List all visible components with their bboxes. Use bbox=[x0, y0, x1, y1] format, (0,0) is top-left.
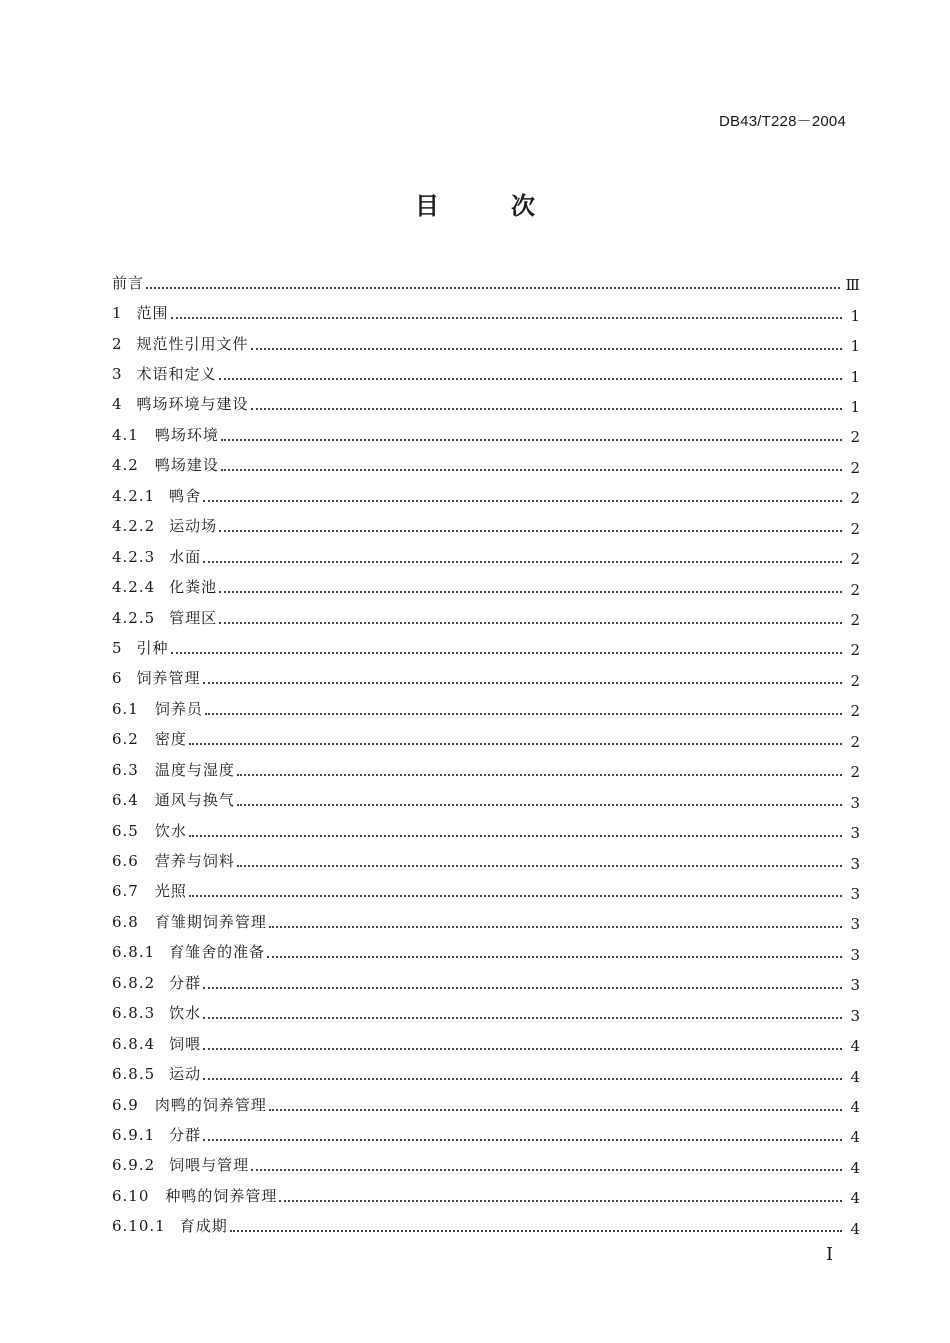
toc-entry-page: 3 bbox=[850, 884, 860, 903]
dot-leader bbox=[203, 1138, 842, 1141]
toc-entry[interactable] bbox=[112, 664, 860, 694]
toc-entry-page: 4 bbox=[850, 1189, 860, 1208]
toc-entry[interactable] bbox=[112, 938, 860, 968]
toc-entry-page: 1 bbox=[850, 397, 860, 416]
toc-entry-number: 4.2.1 bbox=[112, 486, 156, 505]
dot-leader bbox=[171, 316, 842, 319]
dot-leader bbox=[251, 1168, 842, 1171]
toc-entry[interactable] bbox=[112, 633, 860, 663]
dot-leader bbox=[219, 377, 842, 380]
toc-entry-number: 6.7 bbox=[112, 882, 139, 901]
toc-entry-title: 范围 bbox=[136, 304, 169, 323]
toc-entry-title: 鸭场环境与建设 bbox=[136, 395, 249, 414]
toc-entry-page: 4 bbox=[850, 1128, 860, 1147]
toc-entry-page: 1 bbox=[850, 367, 860, 386]
toc-entry-page: 4 bbox=[850, 1067, 860, 1086]
dot-leader bbox=[230, 1229, 842, 1232]
toc-entry-number: 6.3 bbox=[112, 760, 139, 779]
toc-entry-title: 饲喂 bbox=[169, 1034, 202, 1053]
toc-entry-title: 术语和定义 bbox=[136, 365, 217, 384]
toc-entry-number: 6.8.1 bbox=[112, 943, 156, 962]
dot-leader bbox=[203, 986, 842, 989]
toc-entry-title: 前言 bbox=[112, 273, 145, 292]
toc-entry-number: 6.9 bbox=[112, 1095, 139, 1114]
dot-leader bbox=[203, 1016, 842, 1019]
toc-entry-title: 鸭舍 bbox=[169, 486, 202, 505]
toc-entry-number: 6.6 bbox=[112, 852, 139, 871]
dot-leader bbox=[221, 438, 842, 441]
dot-leader bbox=[189, 834, 842, 837]
dot-leader bbox=[203, 1077, 842, 1080]
toc-entry[interactable] bbox=[112, 603, 860, 633]
dot-leader bbox=[267, 955, 842, 958]
toc-entry-title: 分群 bbox=[169, 973, 202, 992]
toc-entry-page: 3 bbox=[850, 976, 860, 995]
toc-entry-number: 4.2.3 bbox=[112, 547, 156, 566]
toc-entry[interactable] bbox=[112, 1029, 860, 1059]
toc-entry-number: 6.8.4 bbox=[112, 1034, 156, 1053]
toc-entry-title: 育雏期饲养管理 bbox=[154, 912, 267, 931]
toc-entry[interactable] bbox=[112, 725, 860, 755]
toc-entry-title: 营养与饲料 bbox=[154, 852, 235, 871]
toc-entry[interactable] bbox=[112, 451, 860, 481]
toc-entry-title: 饲喂与管理 bbox=[169, 1156, 250, 1175]
toc-entry-page: 4 bbox=[850, 1098, 860, 1117]
toc-entry-number: 6.2 bbox=[112, 730, 139, 749]
dot-leader bbox=[171, 651, 842, 654]
toc-entry-page: 2 bbox=[850, 458, 860, 477]
toc-title-char-1: 目 bbox=[415, 191, 439, 220]
toc-entry[interactable] bbox=[112, 359, 860, 389]
toc-entry-number: 6 bbox=[112, 669, 123, 688]
dot-leader bbox=[219, 529, 842, 532]
toc-entry[interactable] bbox=[112, 298, 860, 328]
dot-leader bbox=[251, 407, 842, 410]
toc-entry-title: 肉鸭的饲养管理 bbox=[154, 1095, 267, 1114]
toc-entry-number: 6.4 bbox=[112, 791, 139, 810]
toc-entry-page: 2 bbox=[850, 428, 860, 447]
toc-entry[interactable] bbox=[112, 420, 860, 450]
toc-entry-number: 4.2.2 bbox=[112, 517, 156, 536]
toc-entry-title: 饮水 bbox=[169, 1004, 202, 1023]
toc-entry[interactable] bbox=[112, 907, 860, 937]
toc-entry-number: 5 bbox=[112, 638, 123, 657]
toc-entry-title: 化粪池 bbox=[169, 578, 218, 597]
toc-entry-page: 2 bbox=[850, 702, 860, 721]
toc-title bbox=[0, 186, 950, 221]
toc-entry-page: 3 bbox=[850, 824, 860, 843]
toc-entry[interactable] bbox=[112, 999, 860, 1029]
toc-entry-page: 2 bbox=[850, 671, 860, 690]
toc-entry[interactable] bbox=[112, 816, 860, 846]
toc-entry-number: 6.9.1 bbox=[112, 1125, 156, 1144]
dot-leader bbox=[237, 773, 842, 776]
toc-entry-title: 光照 bbox=[154, 882, 187, 901]
dot-leader bbox=[237, 864, 842, 867]
toc-entry[interactable] bbox=[112, 877, 860, 907]
toc-entry[interactable] bbox=[112, 1212, 860, 1242]
toc-entry[interactable] bbox=[112, 846, 860, 876]
dot-leader bbox=[251, 347, 842, 350]
dot-leader bbox=[279, 1199, 842, 1202]
toc-entry-page: 3 bbox=[850, 915, 860, 934]
toc-entry-number: 6.10 bbox=[112, 1186, 150, 1205]
toc-entry-number: 1 bbox=[112, 304, 123, 323]
toc-entry-page: 4 bbox=[850, 1158, 860, 1177]
toc-title-char-2: 次 bbox=[511, 191, 535, 220]
dot-leader bbox=[146, 286, 840, 289]
toc-entry-number: 6.8.5 bbox=[112, 1065, 156, 1084]
toc-entry-page: Ⅲ bbox=[845, 276, 860, 295]
page-number: Ⅰ bbox=[826, 1244, 834, 1265]
dot-leader bbox=[203, 1047, 842, 1050]
dot-leader bbox=[189, 894, 842, 897]
toc-entry-page: 2 bbox=[850, 550, 860, 569]
dot-leader bbox=[269, 925, 842, 928]
dot-leader bbox=[189, 742, 842, 745]
toc-entry-number: 6.8.2 bbox=[112, 973, 156, 992]
toc-entry-title: 通风与换气 bbox=[154, 791, 235, 810]
toc-entry-page: 4 bbox=[850, 1037, 860, 1056]
dot-leader bbox=[203, 499, 842, 502]
toc-entry-title: 育成期 bbox=[179, 1217, 228, 1236]
toc-entry-page: 2 bbox=[850, 641, 860, 660]
toc-entry[interactable] bbox=[112, 755, 860, 785]
toc-entry[interactable] bbox=[112, 1151, 860, 1181]
toc-entry-page: 4 bbox=[850, 1219, 860, 1238]
toc-entry[interactable] bbox=[112, 694, 860, 724]
toc-entry[interactable] bbox=[112, 1090, 860, 1120]
toc-entry-number: 4.2.5 bbox=[112, 608, 156, 627]
toc-entry[interactable] bbox=[112, 968, 860, 998]
toc-entry-title: 鸭场环境 bbox=[154, 425, 219, 444]
toc-entry-title: 密度 bbox=[154, 730, 187, 749]
toc-entry-number: 6.10.1 bbox=[112, 1217, 166, 1236]
toc-entry-page: 2 bbox=[850, 519, 860, 538]
toc-entry-number: 4.1 bbox=[112, 425, 139, 444]
toc-entry[interactable] bbox=[112, 572, 860, 602]
document-code: DB43/T228－2004 bbox=[718, 113, 846, 130]
toc-entry-page: 3 bbox=[850, 1006, 860, 1025]
toc-entry-page: 2 bbox=[850, 580, 860, 599]
toc-entry[interactable] bbox=[112, 1181, 860, 1211]
toc-entry-number: 6.9.2 bbox=[112, 1156, 156, 1175]
dot-leader bbox=[219, 590, 842, 593]
toc-entry-page: 3 bbox=[850, 793, 860, 812]
toc-entry[interactable] bbox=[112, 329, 860, 359]
toc-entry-number: 4.2.4 bbox=[112, 578, 156, 597]
toc-entry[interactable] bbox=[112, 785, 860, 815]
toc-entry[interactable] bbox=[112, 268, 860, 298]
toc-entry-title: 分群 bbox=[169, 1125, 202, 1144]
dot-leader bbox=[269, 1108, 842, 1111]
toc-entry[interactable] bbox=[112, 390, 860, 420]
table-of-contents bbox=[112, 268, 860, 1242]
toc-entry[interactable] bbox=[112, 1059, 860, 1089]
toc-entry[interactable] bbox=[112, 512, 860, 542]
toc-entry[interactable] bbox=[112, 542, 860, 572]
toc-entry-number: 3 bbox=[112, 365, 123, 384]
toc-entry-number: 6.8 bbox=[112, 912, 139, 931]
toc-entry-title: 运动场 bbox=[169, 517, 218, 536]
toc-entry-page: 2 bbox=[850, 611, 860, 630]
toc-entry-title: 水面 bbox=[169, 547, 202, 566]
toc-entry-title: 鸭场建设 bbox=[154, 456, 219, 475]
toc-entry-page: 3 bbox=[850, 945, 860, 964]
toc-entry-title: 饲养员 bbox=[154, 699, 203, 718]
toc-entry-title: 饮水 bbox=[154, 821, 187, 840]
toc-entry-number: 4 bbox=[112, 395, 123, 414]
toc-entry-title: 管理区 bbox=[169, 608, 218, 627]
toc-entry-title: 饲养管理 bbox=[136, 669, 201, 688]
toc-entry-page: 2 bbox=[850, 763, 860, 782]
toc-entry-page: 2 bbox=[850, 732, 860, 751]
toc-entry-title: 运动 bbox=[169, 1065, 202, 1084]
dot-leader bbox=[203, 560, 842, 563]
toc-entry-title: 种鸭的饲养管理 bbox=[165, 1186, 278, 1205]
toc-entry-number: 4.2 bbox=[112, 456, 139, 475]
toc-entry-title: 引种 bbox=[136, 638, 169, 657]
toc-entry-page: 2 bbox=[850, 489, 860, 508]
dot-leader bbox=[219, 621, 842, 624]
dot-leader bbox=[203, 681, 842, 684]
dot-leader bbox=[205, 712, 842, 715]
dot-leader bbox=[237, 803, 842, 806]
toc-entry-number: 6.8.3 bbox=[112, 1004, 156, 1023]
toc-entry-number: 6.1 bbox=[112, 699, 139, 718]
toc-entry-title: 育雏舍的准备 bbox=[169, 943, 266, 962]
toc-entry[interactable] bbox=[112, 481, 860, 511]
toc-entry-number: 6.5 bbox=[112, 821, 139, 840]
toc-entry-page: 3 bbox=[850, 854, 860, 873]
toc-entry-number: 2 bbox=[112, 334, 123, 353]
toc-entry-title: 温度与湿度 bbox=[154, 760, 235, 779]
dot-leader bbox=[221, 468, 842, 471]
toc-entry-page: 1 bbox=[850, 306, 860, 325]
toc-entry-page: 1 bbox=[850, 337, 860, 356]
toc-entry[interactable] bbox=[112, 1120, 860, 1150]
toc-entry-title: 规范性引用文件 bbox=[136, 334, 249, 353]
